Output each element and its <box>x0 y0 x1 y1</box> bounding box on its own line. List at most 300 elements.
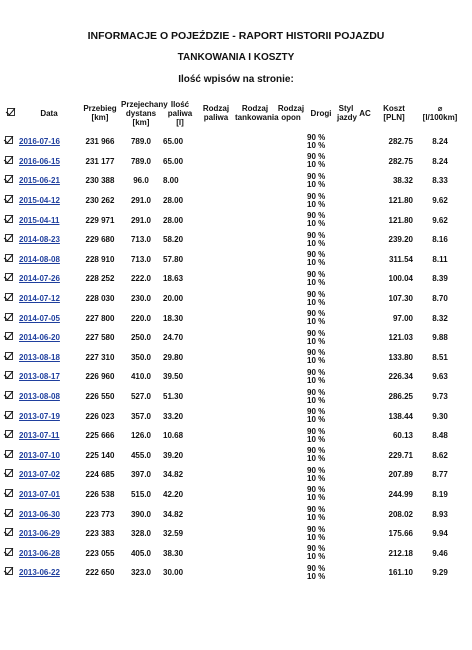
roads-share-1: 90 % <box>307 250 326 260</box>
tyre-type-cell <box>276 152 306 172</box>
date-link[interactable]: 2013-07-02 <box>19 470 60 480</box>
fuel-cell: 32.59 <box>163 529 184 539</box>
fuel-type-cell <box>198 171 234 191</box>
roads-share-2: 10 % <box>307 473 326 483</box>
roads-share-1: 90 % <box>307 524 326 534</box>
fuel-type-cell <box>198 230 234 250</box>
roads-share-1: 90 % <box>307 387 326 397</box>
date-link[interactable]: 2015-04-11 <box>19 215 60 225</box>
distance-cell: 250.0 <box>130 333 152 343</box>
fuel-cell: 34.82 <box>163 470 184 480</box>
fuel-type-cell <box>198 543 234 563</box>
date-link[interactable]: 2014-08-08 <box>19 254 60 264</box>
ac-cell <box>356 171 374 191</box>
roads-share-2: 10 % <box>307 160 326 170</box>
roads-cell <box>306 250 356 270</box>
consumption-cell: 8.19 <box>432 489 448 499</box>
average-icon: ⌀ <box>437 104 443 113</box>
col-consumption[interactable] <box>414 94 466 132</box>
date-link[interactable]: 2013-08-17 <box>19 372 60 382</box>
table-row <box>4 446 466 466</box>
col-driving-style[interactable]: Styl jazdy <box>337 104 358 122</box>
row-checkbox[interactable] <box>4 152 18 172</box>
odometer-cell: 231 177 <box>85 156 115 166</box>
distance-cell: 328.0 <box>130 529 152 539</box>
distance-cell: 291.0 <box>130 215 152 225</box>
ac-cell <box>356 132 374 152</box>
entries-per-page-label: Ilość wpisów na stronie: <box>178 74 294 85</box>
date-link[interactable]: 2013-08-18 <box>19 352 60 362</box>
fuel-cell: 34.82 <box>163 509 184 519</box>
roads-cell <box>306 406 356 426</box>
roads-share-1: 90 % <box>307 348 326 358</box>
cost-cell: 161.10 <box>388 568 413 578</box>
table-row <box>4 152 466 172</box>
consumption-cell: 9.62 <box>432 215 448 225</box>
col-odometer[interactable]: Przebieg [km] <box>83 104 117 122</box>
fuel-type-cell <box>198 504 234 524</box>
odometer-cell: 229 680 <box>85 235 115 245</box>
roads-cell <box>306 289 356 309</box>
roads-share-1: 90 % <box>307 230 326 240</box>
fuel-type-cell <box>198 387 234 407</box>
refuel-type-cell <box>234 269 276 289</box>
fuel-type-cell <box>198 465 234 485</box>
roads-share-2: 10 % <box>307 493 326 503</box>
date-link[interactable]: 2014-08-23 <box>19 235 60 245</box>
fuel-type-cell <box>198 406 234 426</box>
roads-share-1: 90 % <box>307 407 326 417</box>
fuel-cell: 42.20 <box>163 489 184 499</box>
row-checkbox[interactable] <box>4 328 18 348</box>
row-checkbox[interactable] <box>4 308 18 328</box>
distance-cell: 357.0 <box>130 411 152 421</box>
date-link[interactable]: 2014-06-20 <box>19 333 60 343</box>
date-link[interactable]: 2013-07-11 <box>19 431 60 441</box>
roads-cell <box>306 504 356 524</box>
roads-share-1: 90 % <box>307 328 326 338</box>
roads-share-2: 10 % <box>307 317 326 327</box>
fuel-type-cell <box>198 191 234 211</box>
ac-cell <box>356 328 374 348</box>
consumption-cell: 8.11 <box>432 254 448 264</box>
row-checkbox[interactable] <box>4 289 18 309</box>
tyre-type-cell <box>276 308 306 328</box>
roads-cell <box>306 308 356 328</box>
fuel-cell: 30.00 <box>163 568 184 578</box>
fuel-cell: 18.63 <box>163 274 184 284</box>
consumption-cell: 8.24 <box>432 137 448 147</box>
row-checkbox[interactable] <box>4 132 18 152</box>
ac-cell <box>356 446 374 466</box>
consumption-cell: 8.77 <box>432 470 448 480</box>
tyre-type-cell <box>276 524 306 544</box>
date-link[interactable]: 2016-07-16 <box>19 137 60 147</box>
consumption-cell: 8.16 <box>432 235 448 245</box>
table-row <box>4 230 466 250</box>
row-checkbox[interactable] <box>4 230 18 250</box>
roads-share-2: 10 % <box>307 571 326 581</box>
roads-cell <box>306 132 356 152</box>
roads-share-1: 90 % <box>307 446 326 456</box>
distance-cell: 230.0 <box>130 294 152 304</box>
tyre-type-cell <box>276 132 306 152</box>
tyre-type-cell <box>276 387 306 407</box>
consumption-cell: 9.29 <box>432 568 448 578</box>
roads-share-1: 90 % <box>307 269 326 279</box>
ac-cell <box>356 308 374 328</box>
date-link[interactable]: 2013-06-30 <box>19 509 60 519</box>
distance-cell: 789.0 <box>130 156 152 166</box>
fuel-cell: 65.00 <box>163 137 184 147</box>
consumption-cell: 8.33 <box>432 176 448 186</box>
row-checkbox[interactable] <box>4 504 18 524</box>
date-link[interactable]: 2013-06-22 <box>19 568 60 578</box>
roads-share-1: 90 % <box>307 211 326 221</box>
row-checkbox[interactable] <box>4 210 18 230</box>
odometer-cell: 224 685 <box>85 470 115 480</box>
fuel-type-cell <box>198 348 234 368</box>
roads-share-2: 10 % <box>307 415 326 425</box>
roads-share-1: 90 % <box>307 152 326 162</box>
select-all-checkbox[interactable] <box>4 94 18 132</box>
roads-share-1: 90 % <box>307 544 326 554</box>
col-fuel-type[interactable]: Rodzaj paliwa <box>202 104 230 122</box>
fuel-cell: 39.50 <box>163 372 184 382</box>
roads-cell <box>306 210 356 230</box>
ac-cell <box>356 426 374 446</box>
refuel-type-cell <box>234 308 276 328</box>
roads-share-2: 10 % <box>307 356 326 366</box>
fuel-type-cell <box>198 446 234 466</box>
table-row <box>4 465 466 485</box>
odometer-cell: 231 966 <box>85 137 115 147</box>
odometer-cell: 225 140 <box>85 450 115 460</box>
fuel-type-cell <box>198 210 234 230</box>
refuel-type-cell <box>234 406 276 426</box>
table-row <box>4 308 466 328</box>
odometer-cell: 226 960 <box>85 372 115 382</box>
consumption-cell: 9.73 <box>432 392 448 402</box>
col-roads[interactable]: Drogi <box>310 108 332 118</box>
odometer-cell: 226 023 <box>85 411 115 421</box>
odometer-cell: 223 773 <box>85 509 115 519</box>
report-subtitle: TANKOWANIA I KOSZTY <box>177 52 295 63</box>
tyre-type-cell <box>276 426 306 446</box>
fuel-cell: 38.30 <box>163 548 184 558</box>
row-checkbox[interactable] <box>4 387 18 407</box>
roads-cell <box>306 367 356 387</box>
table-row <box>4 406 466 426</box>
refuel-type-cell <box>234 485 276 505</box>
roads-share-1: 90 % <box>307 563 326 573</box>
fuel-type-cell <box>198 524 234 544</box>
distance-cell: 405.0 <box>130 548 152 558</box>
row-checkbox[interactable] <box>4 250 18 270</box>
table-row <box>4 289 466 309</box>
odometer-cell: 226 550 <box>85 392 115 402</box>
roads-cell <box>306 348 356 368</box>
tyre-type-cell <box>276 328 306 348</box>
roads-cell <box>306 465 356 485</box>
cost-cell: 133.80 <box>388 352 413 362</box>
fuel-cell: 51.30 <box>163 392 184 402</box>
cost-cell: 286.25 <box>388 392 413 402</box>
consumption-cell: 8.62 <box>432 450 448 460</box>
fuel-type-cell <box>198 289 234 309</box>
date-link[interactable]: 2014-07-26 <box>19 274 60 284</box>
col-consumption-unit: [l/100km] <box>422 113 458 122</box>
roads-cell <box>306 152 356 172</box>
consumption-cell: 9.30 <box>432 411 448 421</box>
fuel-cell: 29.80 <box>163 352 184 362</box>
distance-cell: 789.0 <box>130 137 152 147</box>
fuel-cell: 24.70 <box>163 333 184 343</box>
distance-cell: 350.0 <box>130 352 152 362</box>
roads-share-2: 10 % <box>307 297 326 307</box>
report-title: INFORMACJE O POJEŹDZIE - RAPORT HISTORII POJAZDU <box>87 30 385 42</box>
cost-cell: 121.03 <box>388 333 413 343</box>
row-checkbox[interactable] <box>4 563 18 583</box>
tyre-type-cell <box>276 250 306 270</box>
fuel-cell: 18.30 <box>163 313 184 323</box>
consumption-cell: 8.32 <box>432 313 448 323</box>
cost-cell: 38.32 <box>392 176 413 186</box>
roads-share-2: 10 % <box>307 238 326 248</box>
cost-cell: 121.80 <box>388 215 413 225</box>
fuel-cell: 10.68 <box>163 431 184 441</box>
roads-cell <box>306 543 356 563</box>
refuel-type-cell <box>234 524 276 544</box>
roads-share-2: 10 % <box>307 336 326 346</box>
odometer-cell: 227 800 <box>85 313 115 323</box>
ac-cell <box>356 563 374 583</box>
ac-cell <box>356 269 374 289</box>
ac-cell <box>356 485 374 505</box>
date-link[interactable]: 2013-08-08 <box>19 392 60 402</box>
roads-share-2: 10 % <box>307 140 326 150</box>
fuel-cell: 28.00 <box>163 196 184 206</box>
roads-share-2: 10 % <box>307 375 326 385</box>
consumption-cell: 8.39 <box>432 274 448 284</box>
refuel-type-cell <box>234 465 276 485</box>
fuel-cell: 58.20 <box>163 235 184 245</box>
tyre-type-cell <box>276 348 306 368</box>
row-checkbox[interactable] <box>4 485 18 505</box>
table-row <box>4 132 466 152</box>
date-link[interactable]: 2014-07-12 <box>19 294 60 304</box>
row-checkbox[interactable] <box>4 465 18 485</box>
fuel-cell: 65.00 <box>163 156 184 166</box>
fuel-cell: 57.80 <box>163 254 184 264</box>
col-ac[interactable]: AC <box>359 108 371 118</box>
tyre-type-cell <box>276 191 306 211</box>
distance-cell: 220.0 <box>130 313 152 323</box>
fuel-type-cell <box>198 328 234 348</box>
distance-cell: 222.0 <box>130 274 152 284</box>
odometer-cell: 228 252 <box>85 274 115 284</box>
consumption-cell: 9.62 <box>432 196 448 206</box>
col-cost[interactable]: Koszt [PLN] <box>383 104 405 122</box>
table-header-row <box>4 94 466 132</box>
refuel-type-cell <box>234 426 276 446</box>
ac-cell <box>356 543 374 563</box>
date-link[interactable]: 2013-07-19 <box>19 411 60 421</box>
ac-cell <box>356 191 374 211</box>
consumption-cell: 9.63 <box>432 372 448 382</box>
roads-share-1: 90 % <box>307 465 326 475</box>
row-checkbox[interactable] <box>4 446 18 466</box>
table-row <box>4 485 466 505</box>
refuel-type-cell <box>234 367 276 387</box>
fuel-type-cell <box>198 308 234 328</box>
fuel-type-cell <box>198 250 234 270</box>
consumption-cell: 9.94 <box>432 529 448 539</box>
cost-cell: 229.71 <box>388 450 413 460</box>
date-link[interactable]: 2016-06-15 <box>19 156 60 166</box>
refuel-history-table <box>4 94 466 583</box>
table-row <box>4 348 466 368</box>
table-row <box>4 250 466 270</box>
row-checkbox[interactable] <box>4 269 18 289</box>
roads-share-1: 90 % <box>307 132 326 142</box>
roads-cell <box>306 269 356 289</box>
odometer-cell: 228 030 <box>85 294 115 304</box>
consumption-cell: 8.93 <box>432 509 448 519</box>
roads-share-2: 10 % <box>307 513 326 523</box>
ac-cell <box>356 152 374 172</box>
cost-cell: 282.75 <box>388 137 413 147</box>
odometer-cell: 229 971 <box>85 215 115 225</box>
col-refuel-type[interactable]: Rodzaj tankowania <box>235 104 279 122</box>
roads-share-1: 90 % <box>307 505 326 515</box>
cost-cell: 212.18 <box>388 548 413 558</box>
row-checkbox[interactable] <box>4 348 18 368</box>
fuel-type-cell <box>198 367 234 387</box>
roads-share-2: 10 % <box>307 277 326 287</box>
row-checkbox[interactable] <box>4 171 18 191</box>
refuel-type-cell <box>234 328 276 348</box>
consumption-cell: 8.48 <box>432 431 448 441</box>
tyre-type-cell <box>276 210 306 230</box>
ac-cell <box>356 524 374 544</box>
table-row <box>4 171 466 191</box>
row-checkbox[interactable] <box>4 191 18 211</box>
roads-cell <box>306 230 356 250</box>
ac-cell <box>356 348 374 368</box>
refuel-type-cell <box>234 504 276 524</box>
roads-cell <box>306 485 356 505</box>
consumption-cell: 8.24 <box>432 156 448 166</box>
tyre-type-cell <box>276 406 306 426</box>
date-link[interactable]: 2013-07-01 <box>19 489 60 499</box>
roads-share-2: 10 % <box>307 219 326 229</box>
roads-share-2: 10 % <box>307 454 326 464</box>
fuel-type-cell <box>198 426 234 446</box>
cost-cell: 107.30 <box>388 294 413 304</box>
roads-share-1: 90 % <box>307 367 326 377</box>
cost-cell: 97.00 <box>392 313 413 323</box>
distance-cell: 713.0 <box>130 235 152 245</box>
date-link[interactable]: 2014-07-05 <box>19 313 60 323</box>
tyre-type-cell <box>276 367 306 387</box>
table-row <box>4 426 466 446</box>
cost-cell: 207.89 <box>388 470 413 480</box>
row-checkbox[interactable] <box>4 524 18 544</box>
roads-share-2: 10 % <box>307 179 326 189</box>
cost-cell: 226.34 <box>388 372 413 382</box>
roads-share-1: 90 % <box>307 289 326 299</box>
col-fuel-amount[interactable]: Ilość paliwa [l] <box>167 99 193 127</box>
tyre-type-cell <box>276 171 306 191</box>
ac-cell <box>356 210 374 230</box>
consumption-cell: 9.46 <box>432 548 448 558</box>
roads-cell <box>306 524 356 544</box>
cost-cell: 208.02 <box>388 509 413 519</box>
roads-share-1: 90 % <box>307 191 326 201</box>
roads-share-1: 90 % <box>307 426 326 436</box>
tyre-type-cell <box>276 504 306 524</box>
fuel-cell: 28.00 <box>163 215 184 225</box>
date-link[interactable]: 2015-04-12 <box>19 196 60 206</box>
tyre-type-cell <box>276 269 306 289</box>
ac-cell <box>356 230 374 250</box>
date-link[interactable]: 2013-06-28 <box>19 548 60 558</box>
distance-cell: 410.0 <box>130 372 152 382</box>
roads-share-1: 90 % <box>307 485 326 495</box>
col-distance[interactable]: Przejechany dystans [km] <box>121 99 168 127</box>
roads-share-1: 90 % <box>307 171 326 181</box>
cost-cell: 138.44 <box>388 411 413 421</box>
refuel-type-cell <box>234 171 276 191</box>
date-link[interactable]: 2013-07-10 <box>19 450 60 460</box>
refuel-type-cell <box>234 230 276 250</box>
date-link[interactable]: 2015-06-21 <box>19 176 60 186</box>
cost-cell: 100.04 <box>388 274 413 284</box>
odometer-cell: 223 055 <box>85 548 115 558</box>
distance-cell: 713.0 <box>130 254 152 264</box>
col-date[interactable]: Data <box>40 108 58 118</box>
col-tyre-type[interactable]: Rodzaj opon <box>277 104 305 122</box>
roads-cell <box>306 328 356 348</box>
cost-cell: 282.75 <box>388 156 413 166</box>
row-checkbox[interactable] <box>4 426 18 446</box>
row-checkbox[interactable] <box>4 406 18 426</box>
odometer-cell: 225 666 <box>85 431 115 441</box>
fuel-cell: 8.00 <box>163 176 179 186</box>
ac-cell <box>356 367 374 387</box>
table-row <box>4 269 466 289</box>
tyre-type-cell <box>276 289 306 309</box>
table-row <box>4 367 466 387</box>
fuel-type-cell <box>198 269 234 289</box>
row-checkbox[interactable] <box>4 367 18 387</box>
table-row <box>4 210 466 230</box>
odometer-cell: 227 580 <box>85 333 115 343</box>
refuel-type-cell <box>234 387 276 407</box>
cost-cell: 239.20 <box>388 235 413 245</box>
roads-share-1: 90 % <box>307 309 326 319</box>
odometer-cell: 228 910 <box>85 254 115 264</box>
roads-cell <box>306 171 356 191</box>
ac-cell <box>356 250 374 270</box>
cost-cell: 244.99 <box>388 489 413 499</box>
distance-cell: 397.0 <box>130 470 152 480</box>
row-checkbox[interactable] <box>4 543 18 563</box>
tyre-type-cell <box>276 465 306 485</box>
ac-cell <box>356 504 374 524</box>
date-link[interactable]: 2013-06-29 <box>19 529 60 539</box>
